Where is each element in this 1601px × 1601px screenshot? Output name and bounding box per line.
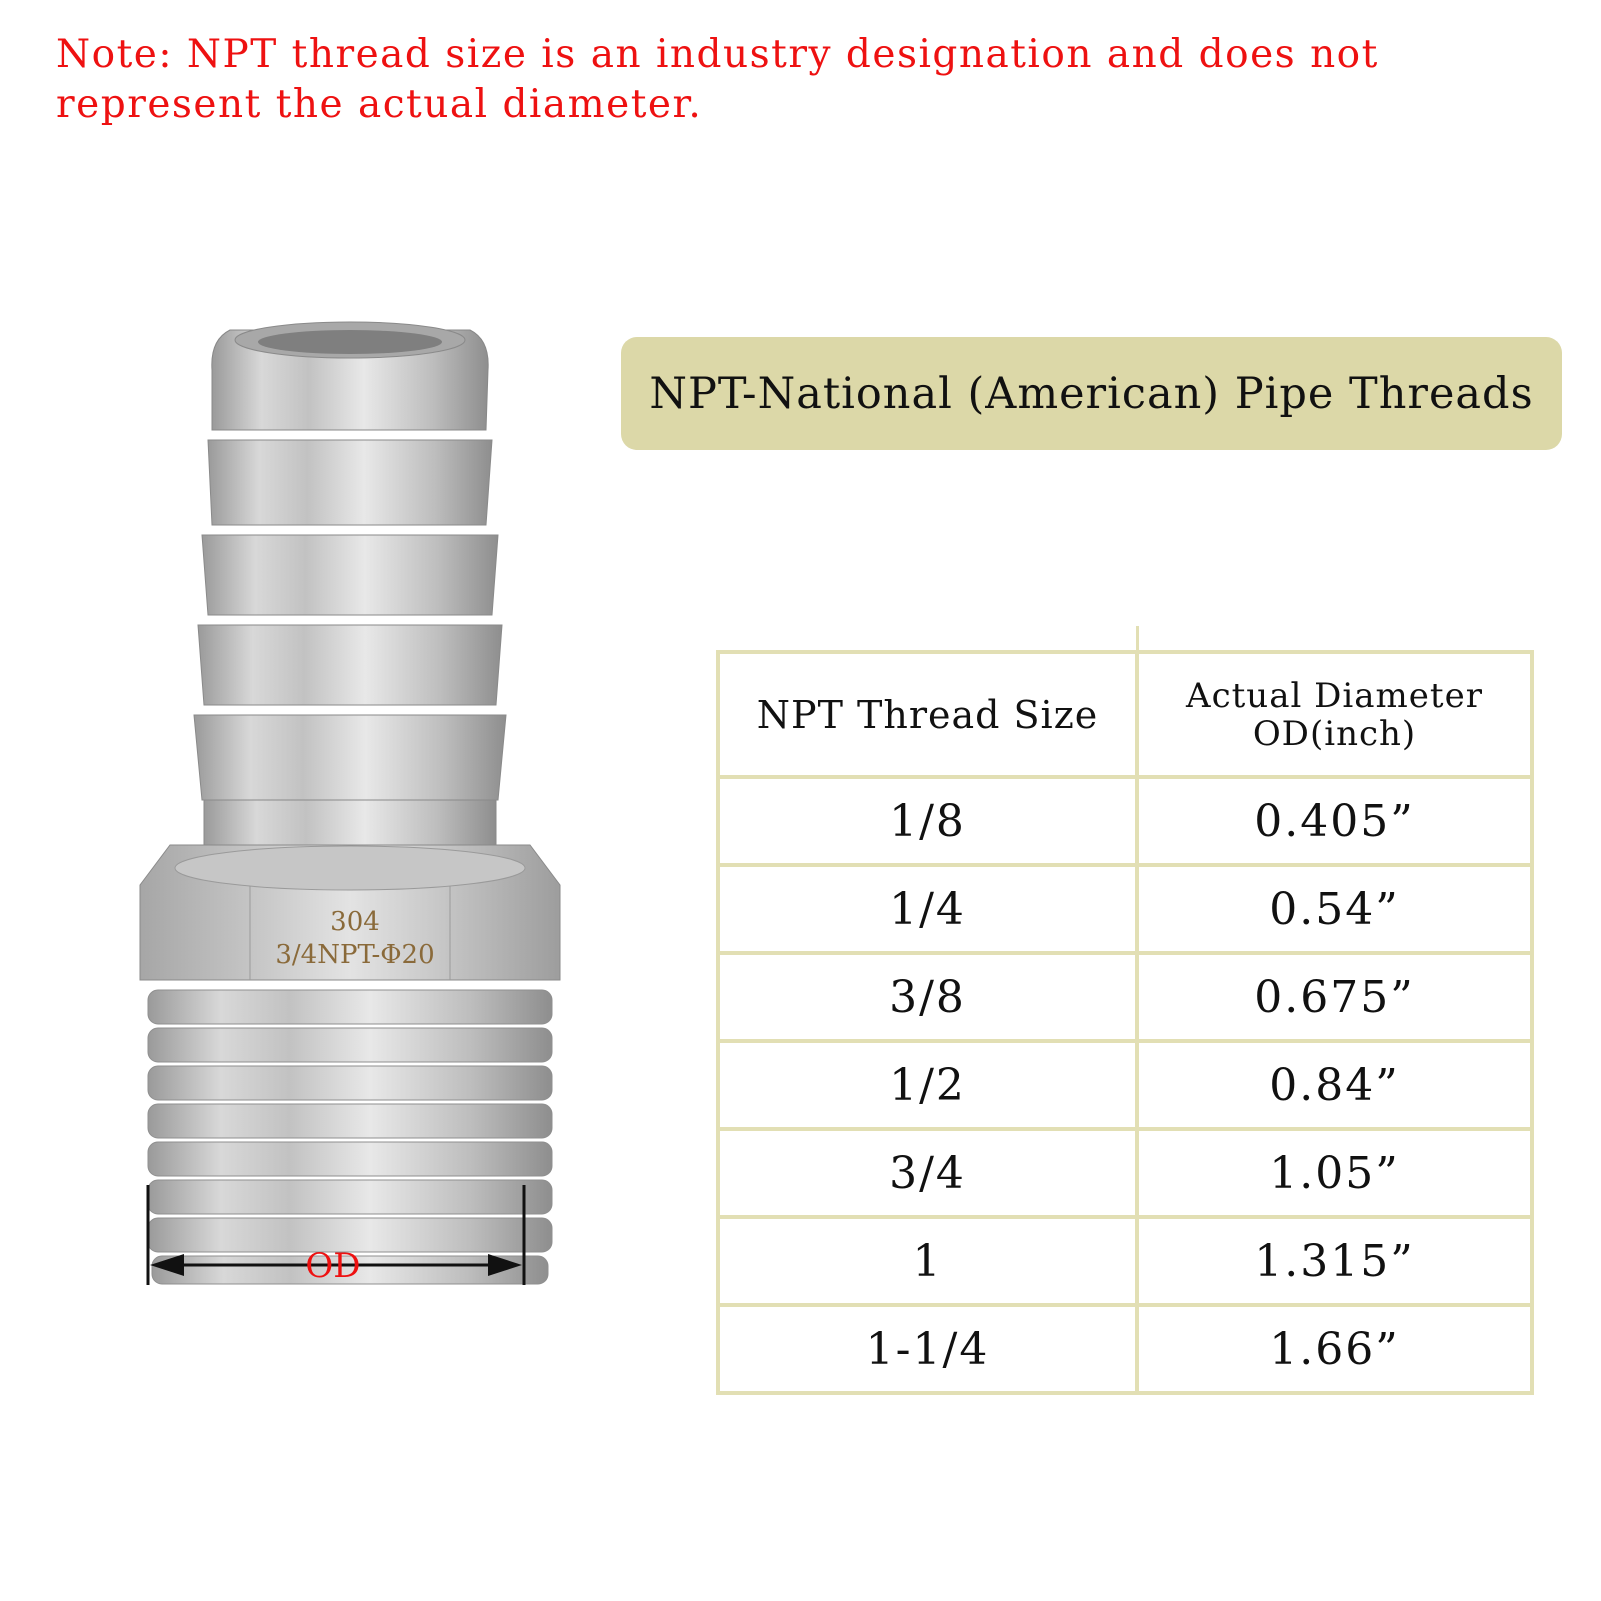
thread-size-cell: 1/8 [718,777,1137,865]
thread-size-cell: 1/2 [718,1041,1137,1129]
diameter-cell: 0.675” [1137,953,1532,1041]
table-row [718,1305,1532,1393]
thread-size-cell: 3/4 [718,1129,1137,1217]
header-actual-diameter [1137,652,1532,777]
table-header-row [718,652,1532,777]
thread-size-cell: 1 [718,1217,1137,1305]
thread-size-cell: 1/4 [718,865,1137,953]
diameter-cell: 0.54” [1137,865,1532,953]
diameter-cell: 1.66” [1137,1305,1532,1393]
header-actual-diameter-line1: Actual Diameter [1186,675,1483,716]
table-row [718,1041,1532,1129]
table-row [718,1217,1532,1305]
engraving-grade: 304 [330,907,380,937]
thread-size-cell: 3/8 [718,953,1137,1041]
banner-title: NPT-National (American) Pipe Threads [649,368,1534,419]
hose-barb-fitting-image [100,300,620,1360]
table-divider-top [1136,626,1139,650]
title-banner [621,337,1562,450]
engraving-size: 3/4NPT-Φ20 [275,940,435,970]
diameter-cell: 0.405” [1137,777,1532,865]
header-npt-thread-size: NPT Thread Size [718,652,1137,777]
table-row [718,1129,1532,1217]
table-row [718,953,1532,1041]
diameter-cell: 1.315” [1137,1217,1532,1305]
header-actual-diameter-line2: OD(inch) [1252,713,1417,754]
note-text: Note: NPT thread size is an industry designation and does not represent the actual diameter. [56,32,1379,127]
table-row [718,865,1532,953]
table-row [718,777,1532,865]
thread-size-cell: 1-1/4 [718,1305,1137,1393]
diameter-cell: 1.05” [1137,1129,1532,1217]
od-label: OD [305,1246,361,1286]
diameter-cell: 0.84” [1137,1041,1532,1129]
npt-size-table [716,650,1534,1395]
